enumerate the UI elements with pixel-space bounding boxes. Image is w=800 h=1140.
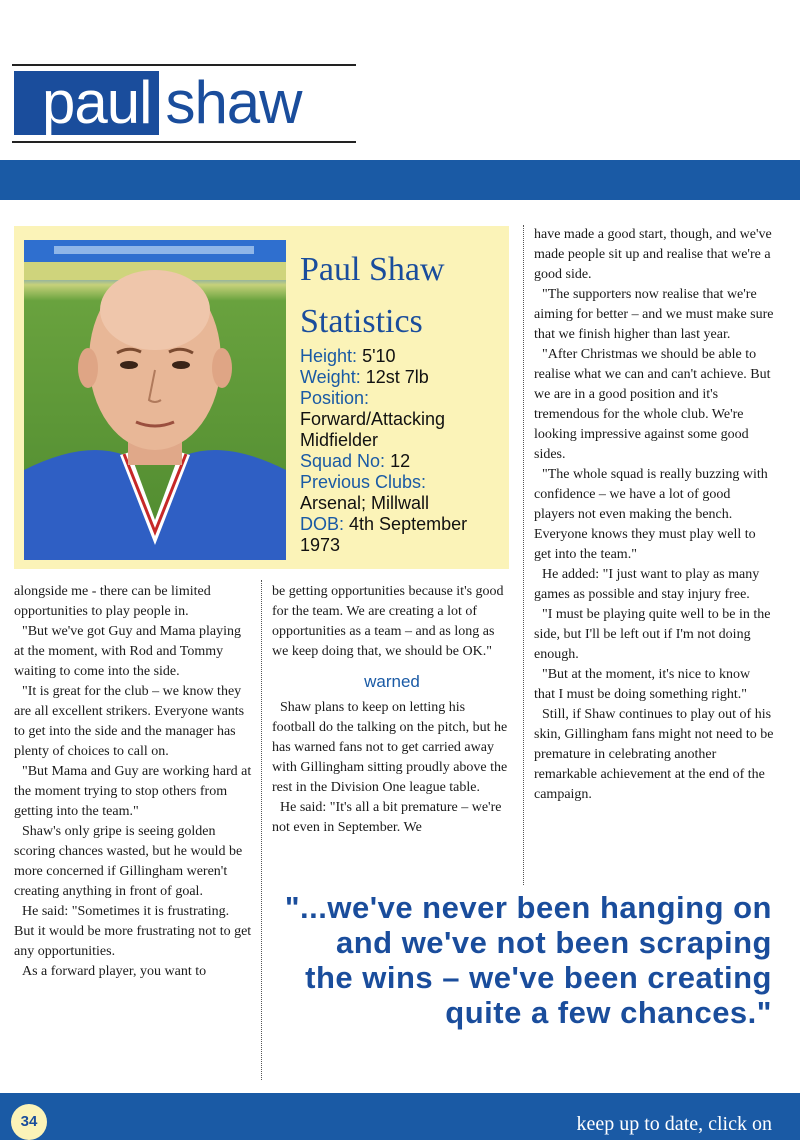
subheading: warned — [364, 672, 420, 691]
page-number: 34 — [11, 1104, 47, 1140]
paragraph: Shaw's only gripe is seeing golden scoring chances wasted, but he would be more concerned if Gillingham weren't creating anything in front of goal. — [14, 824, 243, 899]
article-column-2 — [272, 582, 512, 838]
page-title — [14, 71, 302, 135]
top-rule — [12, 64, 356, 66]
bottom-rule — [12, 141, 356, 143]
stat-squad-label: Squad No: — [300, 451, 386, 471]
title-last-name: shaw — [165, 69, 302, 136]
stat-position-label: Position: — [300, 388, 370, 408]
paragraph: "But we've got Guy and Mama playing at the moment, with Rod and Tommy waiting to come into the side. — [14, 624, 241, 679]
stat-squad — [300, 451, 506, 472]
paragraph: have made a good start, though, and we've made people sit up and realise that we're a good side. — [534, 227, 772, 282]
player-portrait-illustration — [24, 240, 286, 560]
stats-box — [14, 226, 509, 569]
stat-weight — [300, 367, 506, 388]
stat-squad-value: 12 — [390, 451, 411, 471]
stat-height-value: 5'10 — [362, 346, 396, 366]
stat-dob — [300, 514, 506, 556]
paragraph: As a forward player, you want to — [22, 964, 207, 979]
paragraph: "I must be playing quite well to be in the side, but I'll be left out if I'm not doing enough. — [534, 607, 771, 662]
paragraph: "The supporters now realise that we're aiming for better – and we must make sure that we finish higher than last year. — [534, 287, 774, 342]
column-divider — [523, 225, 524, 885]
paragraph: Still, if Shaw continues to play out of his skin, Gillingham fans might not need to be premature in celebrating another remarkable achievement at the end of the campaign. — [534, 707, 774, 802]
pull-quote: "...we've never been hanging on and we've not been scraping the wins – we've been creating quite a few chances." — [284, 890, 772, 1030]
stat-dob-label: DOB: — [300, 514, 345, 534]
paragraph: He said: "It's all a bit premature – we're not even in September. We — [272, 800, 502, 835]
stat-dob-value: 4th September 1973 — [300, 514, 468, 555]
paragraph: "The whole squad is really buzzing with confidence – we have a lot of good players not even making the bench. Everyone knows they must play well to get into the team." — [534, 467, 768, 562]
paragraph: "But Mama and Guy are working hard at the moment trying to stop others from getting into the team." — [14, 764, 252, 819]
paragraph: be getting opportunities because it's good for the team. We are creating a lot of opportunities as a team – and as long as we keep doing that, we should be OK." — [272, 584, 504, 659]
stat-height — [300, 346, 506, 367]
paragraph: Shaw plans to keep on letting his football do the talking on the pitch, but he has warned fans not to get carried away with Gillingham sitting proudly above the rest in the Division One league table. — [272, 700, 508, 795]
article-column-3 — [534, 225, 774, 805]
stats-title-name: Paul Shaw — [300, 251, 445, 288]
stat-weight-label: Weight: — [300, 367, 361, 387]
footer-link-text: keep up to date, click on — [576, 1113, 772, 1135]
stats-title-statistics: Statistics — [300, 303, 423, 340]
paragraph: "After Christmas we should be able to realise what we can and can't achieve. But we are in a good position and it's tremendous for the whole club. We're looking impressive against some good sides. — [534, 347, 771, 462]
paragraph: "But at the moment, it's nice to know that I must be doing something right." — [534, 667, 751, 702]
article-column-1 — [14, 582, 252, 982]
paragraph: He added: "I just want to play as many games as possible and stay injury free. — [534, 567, 760, 602]
paragraph: He said: "Sometimes it is frustrating. But it would be more frustrating not to get any opportunities. — [14, 904, 252, 959]
stat-weight-value: 12st 7lb — [365, 367, 429, 387]
stat-clubs-label: Previous Clubs: — [300, 472, 427, 492]
stats-heading — [300, 244, 500, 348]
player-photo — [24, 240, 286, 560]
column-divider — [261, 580, 262, 1080]
paragraph: alongside me - there can be limited opportunities to play people in. — [14, 584, 211, 619]
stat-clubs-value: Arsenal; Millwall — [300, 493, 430, 513]
header-band — [0, 160, 800, 200]
paragraph: "It is great for the club – we know they are all excellent strikers. Everyone wants to get into the side and the manager has plenty of choices to call on. — [14, 684, 245, 759]
stats-list — [300, 346, 506, 556]
stat-height-label: Height: — [300, 346, 358, 366]
title-first-name: paul — [14, 71, 159, 135]
stat-position-value: Forward/Attacking Midfielder — [300, 409, 446, 450]
